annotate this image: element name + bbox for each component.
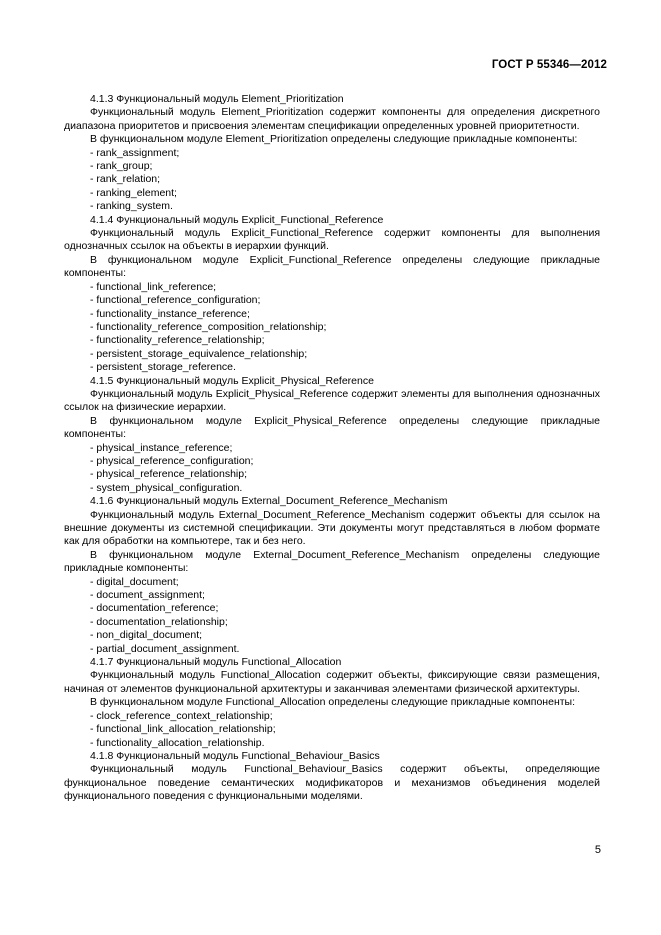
list-item: - partial_document_assignment. [90,642,240,655]
list-item: - rank_group; [90,160,153,173]
page-number: 5 [594,844,601,856]
list-item: - documentation_relationship; [90,615,228,628]
section-description: Функциональный модуль Element_Prioritization содержит компоненты для определения дискретного диапазона приоритетов и присвоения элементам спецификации определенных уровней приоритетности. [64,106,600,132]
list-item: - functionality_instance_reference; [90,307,250,320]
list-item: - functional_link_reference; [90,280,217,293]
section-heading: 4.1.5 Функциональный модуль Explicit_Physical_Reference [90,374,374,387]
section [64,495,600,656]
section [64,750,600,804]
list-item: - rank_assignment; [90,146,180,159]
section-description: Функциональный модуль Functional_Behaviour_Basics содержит объекты, определяющие функциональное поведение семантических модификаторов и механизмов объединения моделей функционального поведения с функциональными моделями. [64,763,600,803]
section-intro: В функциональном модуле Element_Prioritization определены следующие прикладные компоненты: [90,133,578,146]
list-item: - clock_reference_context_relationship; [90,709,273,722]
section [64,656,600,750]
list-item: - persistent_storage_equivalence_relationship; [90,347,308,360]
list-item: - ranking_system. [90,200,173,213]
list-item: - persistent_storage_reference. [90,361,236,374]
list-item: - document_assignment; [90,589,205,602]
list-item: - physical_instance_reference; [90,441,233,454]
section-heading: 4.1.3 Функциональный модуль Element_Prioritization [90,93,344,105]
document-header: ГОСТ Р 55346—2012 [491,59,607,71]
list-item: - non_digital_document; [90,629,203,642]
section-description: Функциональный модуль Explicit_Functional_Reference содержит компоненты для выполнения однозначных ссылок на объекты в иерархии функций. [64,227,600,253]
list-item: - functionality_reference_relationship; [90,334,265,347]
list-item: - documentation_reference; [90,602,219,615]
section [64,375,600,496]
list-item: - ranking_element; [90,186,177,199]
section-heading: 4.1.7 Функциональный модуль Functional_Allocation [90,656,342,669]
list-item: - functionality_reference_composition_relationship; [90,320,327,333]
section [64,93,600,214]
section-intro: В функциональном модуле External_Document_Reference_Mechanism определены следующие прикладные компоненты: [64,548,600,575]
section-description: Функциональный модуль Explicit_Physical_Reference содержит элементы для выполнения однозначных ссылок на физические иерархии. [64,387,600,414]
list-item: - functional_link_allocation_relationship; [90,723,276,736]
list-item: - functionality_allocation_relationship. [90,736,265,749]
section-intro: В функциональном модуле Explicit_Functional_Reference определены следующие прикладные компоненты: [64,253,600,280]
section-heading: 4.1.6 Функциональный модуль External_Document_Reference_Mechanism [90,495,448,508]
list-item: - functional_reference_configuration; [90,294,261,307]
list-item: - system_physical_configuration. [90,481,243,494]
section-intro: В функциональном модуле Functional_Allocation определены следующие прикладные компоненты: [90,696,576,709]
list-item: - physical_reference_configuration; [90,454,254,467]
document-body [64,93,600,804]
list-item: - digital_document; [90,575,179,588]
section-description: Функциональный модуль Functional_Allocation содержит объекты, фиксирующие связи размещения, начиная от элементов функциональной архитектуры и заканчивая элементами физической архитектуры. [64,669,600,695]
section-heading: 4.1.4 Функциональный модуль Explicit_Functional_Reference [90,213,384,226]
list-item: - physical_reference_relationship; [90,468,248,481]
list-item: - rank_relation; [90,173,161,186]
section-intro: В функциональном модуле Explicit_Physical_Reference определены следующие прикладные компоненты: [64,414,600,441]
section-description: Функциональный модуль External_Document_Reference_Mechanism содержит объекты для ссылок на внешние документы из системной спецификации. Эти документы могут представляться в любом формате как для обработки на компьютере, так и без него. [64,508,600,548]
section [64,214,600,375]
section-heading: 4.1.8 Функциональный модуль Functional_Behaviour_Basics [90,749,380,762]
